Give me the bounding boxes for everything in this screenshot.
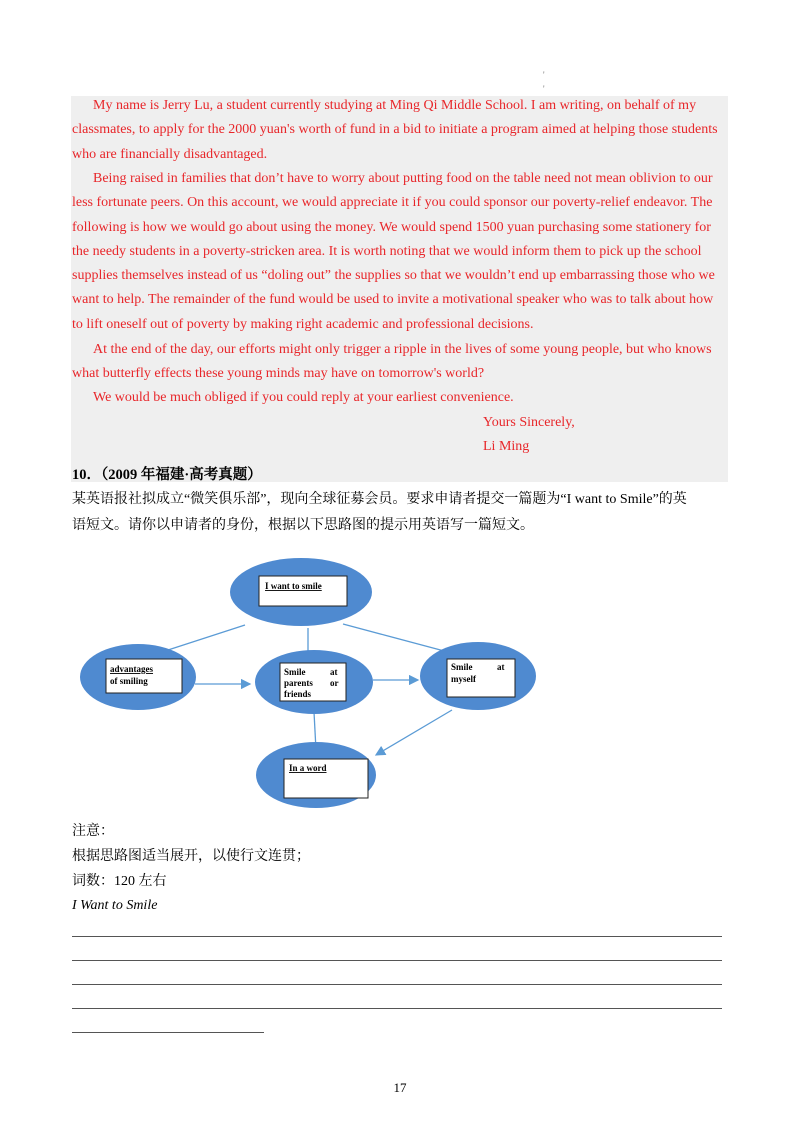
mind-map-node-center xyxy=(255,650,373,714)
connector-line xyxy=(168,625,245,650)
notes-item: 根据思路图适当展开，以使行文连贯； xyxy=(72,849,310,864)
node-center-text: parents xyxy=(284,678,313,688)
stray-mark: ' xyxy=(543,84,545,94)
node-center-text: Smile xyxy=(284,667,306,677)
answer-line xyxy=(72,936,722,937)
essay-line: want to help. The remainder of the fund would be used to invite a motivational speaker who was to talk about how xyxy=(72,292,714,307)
essay-line: the needy students in a poverty-stricken area. It is worth noting that we would inform them to pick up the school xyxy=(72,244,702,259)
mind-map-node-right xyxy=(420,642,536,710)
stray-mark: ' xyxy=(543,70,545,80)
node-center-text: at xyxy=(330,667,338,677)
question-header: 10．（2009 年福建·高考真题） xyxy=(72,467,262,483)
node-left-text: of smiling xyxy=(110,676,148,686)
notes-item: 词数：120 左右 xyxy=(72,874,167,889)
node-right-text: myself xyxy=(451,674,476,684)
answer-line xyxy=(72,1032,264,1033)
essay-line: who are financially disadvantaged. xyxy=(72,147,268,162)
essay-line: following is how we would go about using the money. We would spend 1500 yuan purchasing some stationery for xyxy=(72,220,711,235)
node-center-text: friends xyxy=(284,689,311,699)
mind-map-node-bottom xyxy=(256,742,376,808)
mind-map-node-top xyxy=(230,558,372,626)
essay-line: to lift oneself out of poverty by making right academic and professional decisions. xyxy=(72,317,534,332)
connector-line xyxy=(343,624,448,652)
node-left-text: advantages xyxy=(110,664,154,674)
essay-line: supplies themselves instead of us “doling out” the supplies so that we wouldn’t end up embarrassing those who we xyxy=(72,268,715,283)
notes-heading: 注意： xyxy=(72,824,114,839)
essay-line: Being raised in families that don’t have to worry about putting food on the table need not mean oblivion to our xyxy=(93,171,713,186)
essay-signature: Li Ming xyxy=(483,439,530,454)
question-prompt: 某英语报社拟成立“微笑俱乐部”，现向全球征募会员。要求申请者提交一篇题为“I want to Smile”的英 xyxy=(72,492,687,507)
node-bottom-text: In a word xyxy=(289,763,327,773)
answer-line xyxy=(72,1008,722,1009)
answer-line xyxy=(72,984,722,985)
answer-line xyxy=(72,960,722,961)
mind-map-node-left xyxy=(80,644,196,710)
node-center-text: or xyxy=(330,678,339,688)
essay-line: classmates, to apply for the 2000 yuan's worth of fund in a bid to initiate a program aimed at helping those students xyxy=(72,122,718,137)
essay-line: At the end of the day, our efforts might only trigger a ripple in the lives of some young people, but who knows xyxy=(93,342,712,357)
essay-closing: Yours Sincerely, xyxy=(483,415,575,430)
node-right-text: at xyxy=(497,662,505,672)
essay-line: My name is Jerry Lu, a student currently studying at Ming Qi Middle School. I am writing, on behalf of my xyxy=(93,98,697,113)
essay-line: what butterfly effects these young minds may have on tomorrow's world? xyxy=(72,366,485,381)
essay-title: I Want to Smile xyxy=(72,898,158,913)
essay-line: less fortunate peers. On this account, we would appreciate it if you could sponsor our poverty-relief endeavor. The xyxy=(72,195,713,210)
page-number: 17 xyxy=(393,1080,407,1095)
node-top-text: I want to smile xyxy=(265,581,322,591)
node-right-text: Smile xyxy=(451,662,473,672)
connector-arrow xyxy=(376,710,452,755)
essay-line: We would be much obliged if you could reply at your earliest convenience. xyxy=(93,390,514,405)
question-prompt: 语短文。请你以申请者的身份，根据以下思路图的提示用英语写一篇短文。 xyxy=(72,518,534,533)
